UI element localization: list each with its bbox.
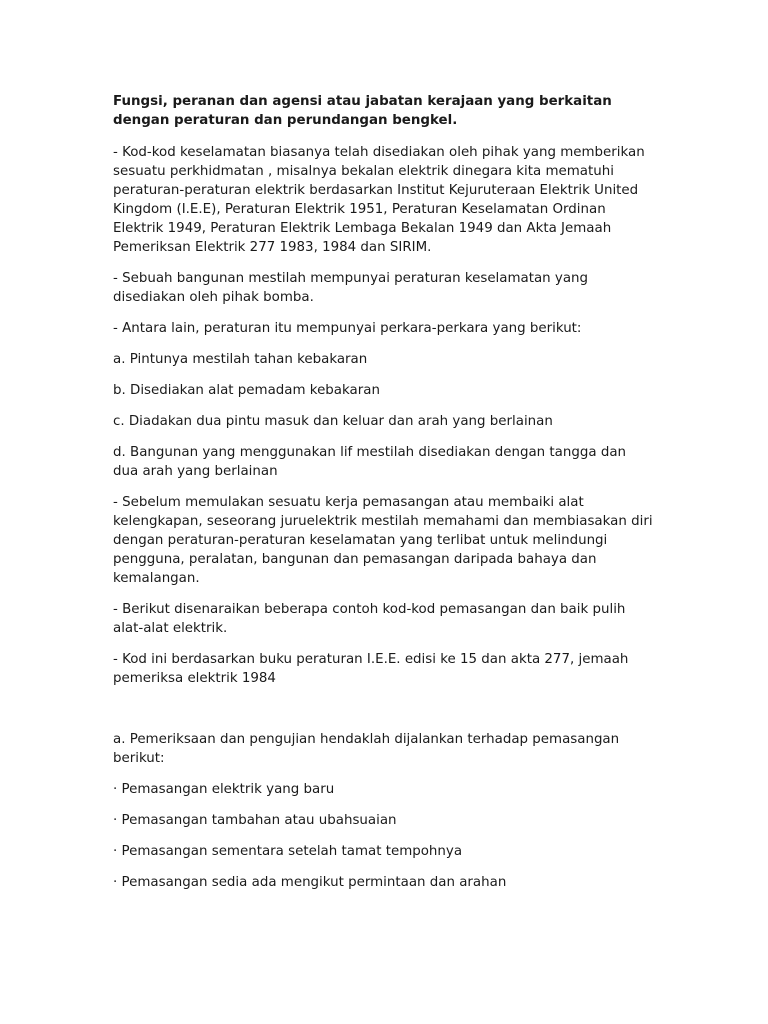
paragraph-kod-iee: - Kod ini berdasarkan buku peraturan I.E.E. edisi ke 15 dan akta 277, jemaah pemeriksa elektrik 1984 <box>113 652 629 686</box>
paragraph-pemeriksaan: a. Pemeriksaan dan pengujian hendaklah dijalankan terhadap pemasangan berikut: <box>113 732 620 766</box>
list-item-d: d. Bangunan yang menggunakan lif mestilah disediakan dengan tangga dan dua arah yang berlainan <box>113 445 627 479</box>
paragraph-bangunan-bomba: - Sebuah bangunan mestilah mempunyai peraturan keselamatan yang disediakan oleh pihak bomba. <box>113 271 589 305</box>
bullet-item-2: · Pemasangan tambahan atau ubahsuaian <box>113 813 397 828</box>
paragraph-kod-keselamatan: - Kod-kod keselamatan biasanya telah disediakan oleh pihak yang memberikan sesuatu perkhidmatan , misalnya bekalan elektrik dinegara kita mematuhi peraturan-peraturan elektrik berdasarkan Institut Kejuruteraan Elektrik United Kingdom (I.E.E), Peraturan Elektrik 1951, Peraturan Keselamatan Ordinan Elektrik 1949, Peraturan Elektrik Lembaga Bekalan 1949 dan Akta Jemaah Pemeriksan Elektrik 277 1983, 1984 dan SIRIM. <box>113 145 645 255</box>
document-title: Fungsi, peranan dan agensi atau jabatan kerajaan yang berkaitan dengan peraturan dan perundangan bengkel. <box>113 94 612 128</box>
list-item-a: a. Pintunya mestilah tahan kebakaran <box>113 352 368 367</box>
paragraph-berikut-disenaraikan: - Berikut disenaraikan beberapa contoh kod-kod pemasangan dan baik pulih alat-alat elektrik. <box>113 602 626 636</box>
bullet-item-1: · Pemasangan elektrik yang baru <box>113 782 335 797</box>
bullet-item-4: · Pemasangan sedia ada mengikut permintaan dan arahan <box>113 875 507 890</box>
list-item-c: c. Diadakan dua pintu masuk dan keluar dan arah yang berlainan <box>113 414 553 429</box>
bullet-item-3: · Pemasangan sementara setelah tamat tempohnya <box>113 844 463 859</box>
list-item-b: b. Disediakan alat pemadam kebakaran <box>113 383 380 398</box>
section-gap <box>113 700 653 730</box>
paragraph-antara-lain: - Antara lain, peraturan itu mempunyai perkara-perkara yang berikut: <box>113 321 582 336</box>
document-page <box>113 92 653 904</box>
paragraph-sebelum-memulakan: - Sebelum memulakan sesuatu kerja pemasangan atau membaiki alat kelengkapan, seseorang juruelektrik mestilah memahami dan membiasakan diri dengan peraturan-peraturan keselamatan yang terlibat untuk melindungi pengguna, peralatan, bangunan dan pemasangan daripada bahaya dan kemalangan. <box>113 495 653 586</box>
